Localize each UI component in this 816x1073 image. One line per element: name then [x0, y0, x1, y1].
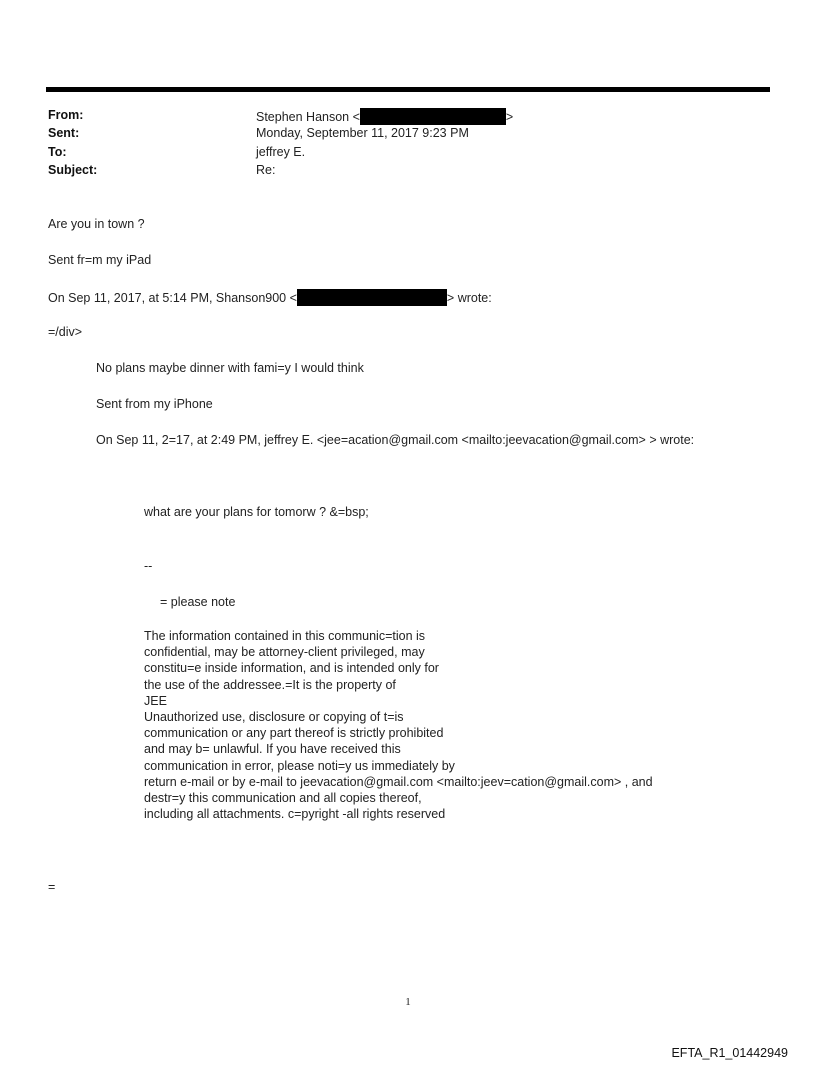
trailing-marker: =: [48, 880, 56, 894]
disclaimer-line: the use of the addressee.=It is the property of: [144, 677, 396, 692]
from-label: From:: [48, 108, 84, 122]
from-end: >: [505, 110, 514, 124]
quote-intro-end: > wrote:: [446, 291, 492, 305]
disclaimer-line: Unauthorized use, disclosure or copying of t=is: [144, 710, 404, 725]
body-line-2: Sent fr=m my iPad: [48, 253, 152, 267]
reply-line-3: On Sep 11, 2=17, at 2:49 PM, jeffrey E. <jee=acation@gmail.com <mailto:jeevacation@gmail.com> > wrote:: [96, 433, 695, 447]
disclaimer-line: communication or any part thereof is strictly prohibited: [144, 726, 444, 741]
disclaimer-line: including all attachments. c=pyright -all rights reserved: [144, 807, 446, 822]
sent-value: Monday, September 11, 2017 9:23 PM: [256, 126, 469, 140]
page-number: 1: [405, 996, 411, 1008]
disclaimer-line: constitu=e inside information, and is intended only for: [144, 661, 439, 676]
redaction-box: [360, 108, 506, 125]
subject-value: Re:: [256, 163, 276, 177]
reply-line-2: Sent from my iPhone: [96, 397, 213, 411]
quote-intro: [48, 289, 492, 306]
subject-label: Subject:: [48, 163, 98, 177]
to-value: jeffrey E.: [256, 145, 306, 159]
disclaimer-line: The information contained in this communic=tion is: [144, 629, 426, 643]
disclaimer-block: [144, 628, 653, 822]
quote-intro-start: On Sep 11, 2017, at 5:14 PM, Shanson900 <: [48, 291, 297, 305]
disclaimer-line: JEE: [144, 693, 167, 708]
to-label: To:: [48, 145, 67, 159]
redaction-box: [297, 289, 447, 306]
body-line-1: Are you in town ?: [48, 217, 145, 231]
sent-label: Sent:: [48, 126, 80, 140]
disclaimer-line: destr=y this communication and all copies thereof,: [144, 791, 422, 806]
from-name: Stephen Hanson <: [256, 110, 360, 124]
disclaimer-line: return e-mail or by e-mail to jeevacation@gmail.com <mailto:jeev=cation@gmail.com> , and: [144, 774, 653, 789]
div-marker: =/div>: [48, 325, 83, 339]
disclaimer-line: communication in error, please noti=y us immediately by: [144, 758, 455, 773]
bates-number: EFTA_R1_01442949: [671, 1046, 788, 1060]
question-line: what are your plans for tomorw ? &=bsp;: [144, 505, 369, 519]
please-note: = please note: [160, 595, 236, 609]
disclaimer-line: confidential, may be attorney-client privileged, may: [144, 645, 425, 660]
disclaimer-line: and may b= unlawful. If you have received this: [144, 742, 401, 757]
signature-dash: --: [144, 559, 153, 573]
from-value: [256, 108, 513, 125]
header-rule: [46, 87, 770, 92]
reply-line-1: No plans maybe dinner with fami=y I would think: [96, 361, 364, 375]
